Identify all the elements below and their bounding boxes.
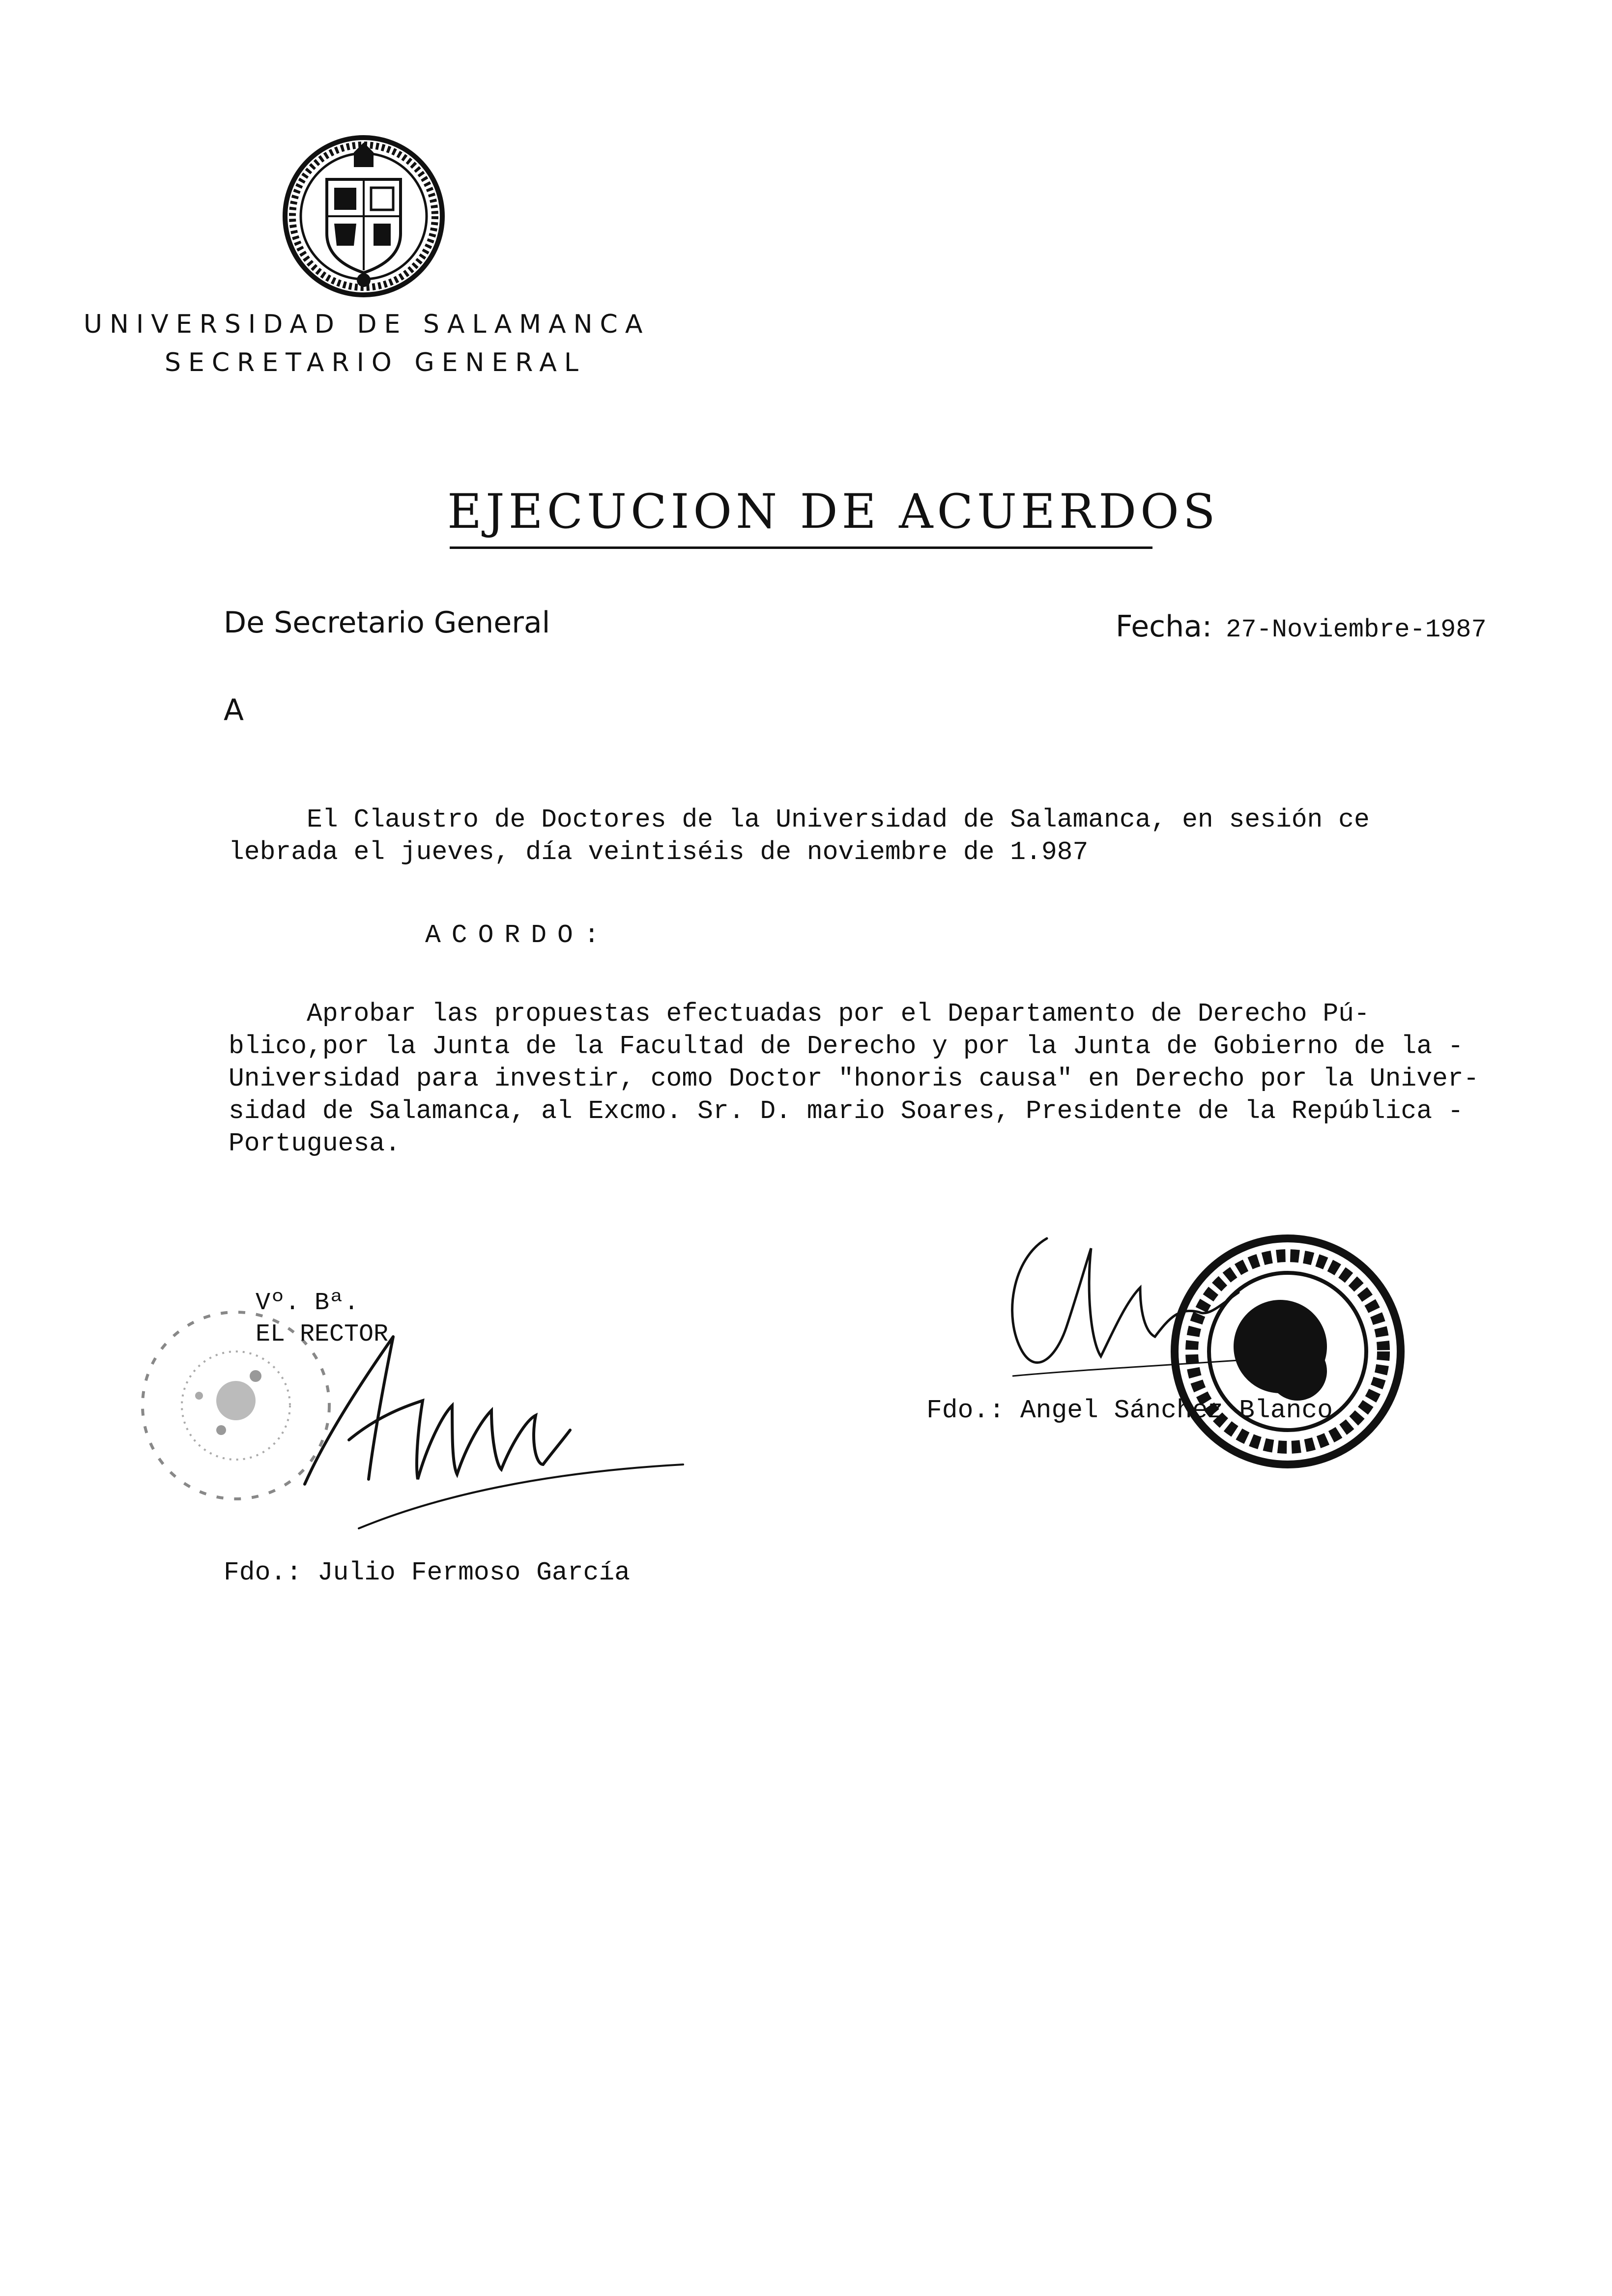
from-field: De Secretario General	[224, 605, 550, 640]
office-name: SECRETARIO GENERAL	[165, 348, 586, 377]
secretary-signer-name: Fdo.: Angel Sánchez Blanco	[926, 1396, 1333, 1425]
title-underline	[450, 546, 1152, 549]
resolution-heading: ACORDO:	[425, 920, 610, 950]
document-title: EJECUCION DE ACUERDOS	[447, 484, 1219, 539]
to-field: A	[224, 693, 244, 727]
approval-mark: Vº. Bª.	[256, 1289, 359, 1317]
rector-signer-name: Fdo.: Julio Fermoso García	[224, 1558, 630, 1587]
rector-signature	[295, 1317, 688, 1538]
university-crest-icon	[280, 133, 447, 300]
resolution-line: blico,por la Junta de la Facultad de Derecho y por la Junta de Gobierno de la -	[229, 1032, 1464, 1061]
intro-line: lebrada el jueves, día veintiséis de noviembre de 1.987	[229, 837, 1089, 867]
resolution-line: sidad de Salamanca, al Excmo. Sr. D. mario Soares, Presidente de la República -	[229, 1096, 1464, 1126]
secretary-general-seal-stamp	[1155, 1209, 1410, 1484]
intro-line: El Claustro de Doctores de la Universidad de Salamanca, en sesión ce	[229, 805, 1370, 834]
resolution-paragraph	[229, 998, 1479, 1160]
resolution-line: Aprobar las propuestas efectuadas por el Departamento de Derecho Pú-	[229, 999, 1370, 1029]
institution-name: UNIVERSIDAD DE SALAMANCA	[84, 310, 650, 339]
rector-title: EL RECTOR	[256, 1320, 389, 1349]
resolution-line: Portuguesa.	[229, 1129, 401, 1158]
intro-paragraph	[229, 804, 1370, 868]
resolution-line: Universidad para investir, como Doctor "honoris causa" en Derecho por la Univer-	[229, 1064, 1479, 1093]
date-value: 27-Noviembre-1987	[1226, 615, 1487, 644]
date-label: Fecha:	[1116, 609, 1212, 644]
date-field	[1116, 609, 1487, 644]
